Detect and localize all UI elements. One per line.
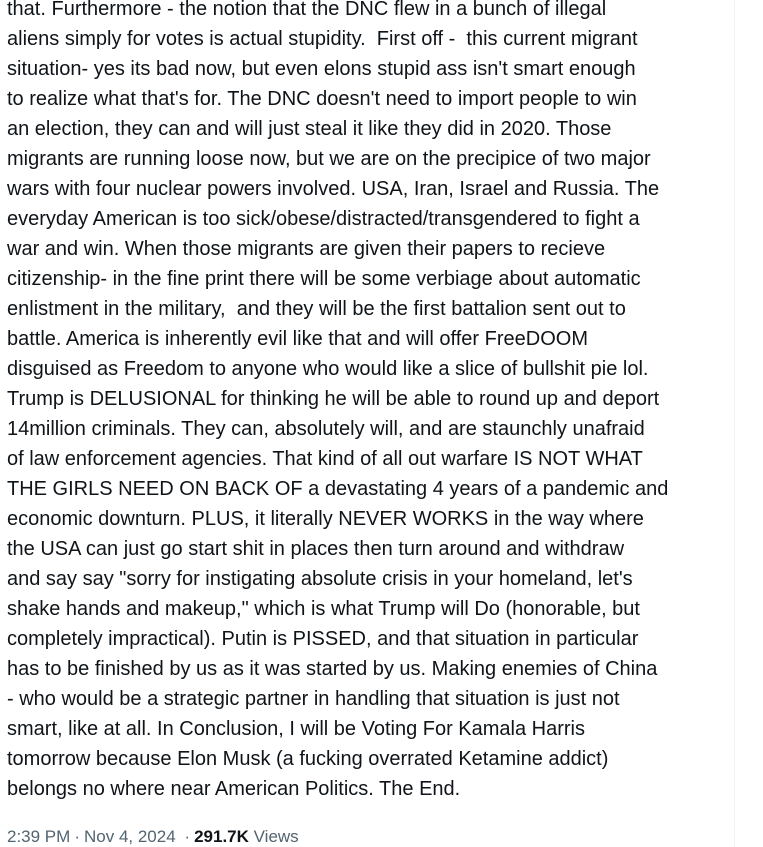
views-label: Views	[253, 827, 299, 846]
tweet-text-line: belongs no where near American Politics. The End.	[7, 778, 461, 800]
tweet-text-line: battle. America is inherently evil like that and will offer FreeDOOM	[7, 328, 588, 350]
tweet-text-line: completely impractical). Putin is PISSED, and that situation in particular	[7, 628, 639, 650]
tweet-text-line: has to be finished by us as it was started by us. Making enemies of China	[7, 658, 658, 680]
tweet-time: 2:39 PM	[7, 827, 71, 846]
tweet-text-line: and say say "sorry for instigating absolute crisis in your homeland, let's	[7, 568, 633, 590]
tweet-views-link[interactable]	[194, 827, 299, 846]
tweet-text-line: smart, like at all. In Conclusion, I will be Voting For Kamala Harris	[7, 718, 585, 740]
tweet-text-line: Trump is DELUSIONAL for thinking he will be able to round up and deport	[7, 388, 660, 410]
tweet-body-text	[7, 0, 729, 804]
tweet-text-line: economic downturn. PLUS, it literally NEVER WORKS in the way where	[7, 508, 644, 530]
tweet-text-line: war and win. When those migrants are given their papers to recieve	[7, 238, 606, 260]
tweet-text-line: wars with four nuclear powers involved. USA, Iran, Israel and Russia. The	[7, 178, 660, 200]
tweet-metadata	[7, 825, 299, 847]
separator-dot: ·	[184, 827, 191, 846]
tweet-text-line: to realize what that's for. The DNC doesn't need to import people to win	[7, 88, 637, 110]
tweet-text-line: - who would be a strategic partner in handling that situation is just not	[7, 688, 620, 710]
tweet-timestamp-link[interactable]	[7, 827, 180, 846]
tweet-text-line: everyday American is too sick/obese/distracted/transgendered to fight a	[7, 208, 640, 230]
tweet-text-line: situation- yes its bad now, but even elons stupid ass isn't smart enough	[7, 58, 636, 80]
tweet-text-line: THE GIRLS NEED ON BACK OF a devastating 4 years of a pandemic and	[7, 478, 669, 500]
tweet-text-line: enlistment in the military, and they will be the first battalion sent out to	[7, 298, 626, 320]
tweet-date: Nov 4, 2024	[83, 827, 176, 846]
tweet-text-line: the USA can just go start shit in places then turn around and withdraw	[7, 538, 625, 560]
tweet-text-line: aliens simply for votes is actual stupidity. First off - this current migrant	[7, 28, 638, 50]
tweet-text-line: disguised as Freedom to anyone who would like a slice of bullshit pie lol.	[7, 358, 649, 380]
tweet-text-line: 14million criminals. They can, absolutely will, and are staunchly unafraid	[7, 418, 645, 440]
tweet-text-line: of law enforcement agencies. That kind of all out warfare IS NOT WHAT	[7, 448, 643, 470]
separator-dot: ·	[74, 827, 80, 846]
tweet-text-line: that. Furthermore - the notion that the DNC flew in a bunch of illegal	[7, 0, 607, 20]
tweet-text-line: shake hands and makeup," which is what Trump will Do (honorable, but	[7, 598, 640, 620]
tweet-text-line: citizenship- in the fine print there will be some verbiage about automatic	[7, 268, 641, 290]
views-count: 291.7K	[194, 827, 249, 846]
tweet-text-line: migrants are running loose now, but we are on the precipice of two major	[7, 148, 651, 170]
tweet-text-line: an election, they can and will just steal it like they did in 2020. Those	[7, 118, 612, 140]
tweet-text-line: tomorrow because Elon Musk (a fucking overrated Ketamine addict)	[7, 748, 609, 770]
